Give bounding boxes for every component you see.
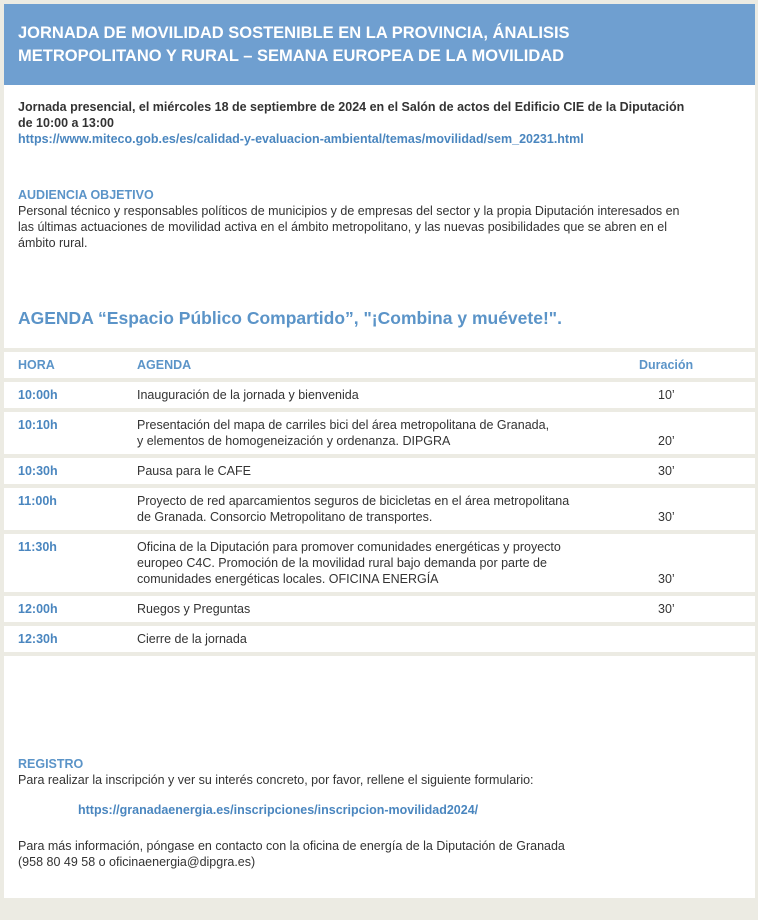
audiencia-line-2: las últimas actuaciones de movilidad activa en el ámbito metropolitano, y las nuevas posibilidades que se abren en el: [18, 220, 667, 234]
row-hora: 10:00h: [18, 388, 58, 402]
row-agenda: [137, 601, 617, 617]
header-agenda: AGENDA: [137, 358, 192, 372]
agenda-row: [4, 412, 755, 454]
row-agenda-line: de Granada. Consorcio Metropolitano de transportes.: [137, 510, 433, 524]
row-hora: 11:00h: [18, 494, 57, 508]
audiencia-line-1: Personal técnico y responsables políticos de municipios y de empresas del sector y la propia Diputación interesados en: [18, 204, 680, 218]
row-agenda: [137, 539, 617, 587]
row-agenda-line: Ruegos y Preguntas: [137, 602, 251, 616]
agenda-header-row: [4, 352, 755, 378]
row-agenda-line: Proyecto de red aparcamientos seguros de bicicletas en el área metropolitana: [137, 494, 570, 508]
agenda-row: [4, 488, 755, 530]
row-duracion: 30’: [658, 464, 675, 478]
title-line-2: METROPOLITANO Y RURAL – SEMANA EUROPEA DE LA MOVILIDAD: [18, 47, 565, 65]
row-agenda-line: y elementos de homogeneización y ordenanza. DIPGRA: [137, 434, 451, 448]
row-hora: 10:30h: [18, 464, 58, 478]
intro-panel: [4, 85, 755, 348]
row-agenda: [137, 631, 617, 647]
event-info-link[interactable]: https://www.miteco.gob.es/es/calidad-y-evaluacion-ambiental/temas/movilidad/sem_20231.html: [18, 132, 584, 146]
agenda-row: [4, 382, 755, 408]
registro-text: Para realizar la inscripción y ver su interés concreto, por favor, rellene el siguiente formulario:: [18, 773, 534, 787]
document-sheet: [4, 4, 755, 898]
contact-info-line-2: (958 80 49 58 o oficinaenergia@dipgra.es): [18, 855, 256, 869]
row-agenda-line: Pausa para le CAFE: [137, 464, 251, 478]
event-details-line-2: de 10:00 a 13:00: [18, 116, 114, 130]
agenda-row: [4, 534, 755, 592]
row-agenda-line: Presentación del mapa de carriles bici del área metropolitana de Granada,: [137, 418, 550, 432]
row-hora: 11:30h: [18, 540, 57, 554]
row-agenda-line: comunidades energéticas locales. OFICINA ENERGÍA: [137, 572, 439, 586]
audiencia-heading: AUDIENCIA OBJETIVO: [18, 188, 154, 202]
audiencia-line-3: ámbito rural.: [18, 236, 88, 250]
agenda-row: [4, 458, 755, 484]
agenda-title: AGENDA “Espacio Público Compartido”, "¡Combina y muévete!".: [18, 308, 562, 328]
row-agenda: [137, 463, 617, 479]
row-duracion: 30’: [658, 510, 675, 524]
row-hora: 10:10h: [18, 418, 58, 432]
registro-form-link[interactable]: https://granadaenergia.es/inscripciones/inscripcion-movilidad2024/: [78, 803, 479, 817]
row-agenda-line: Cierre de la jornada: [137, 632, 247, 646]
row-agenda-line: europeo C4C. Promoción de la movilidad rural bajo demanda por parte de: [137, 556, 547, 570]
title-banner: [4, 4, 755, 85]
registro-heading: REGISTRO: [18, 757, 84, 771]
row-agenda: [137, 493, 617, 525]
agenda-row: [4, 596, 755, 622]
row-duracion: 10’: [658, 388, 675, 402]
row-agenda-line: Oficina de la Diputación para promover comunidades energéticas y proyecto: [137, 540, 561, 554]
contact-info-line-1: Para más información, póngase en contacto con la oficina de energía de la Diputación de Granada: [18, 839, 565, 853]
row-duracion: 30’: [658, 602, 675, 616]
agenda-row: [4, 626, 755, 652]
event-details-line-1: Jornada presencial, el miércoles 18 de septiembre de 2024 en el Salón de actos del Edificio CIE de la Diputación: [18, 100, 685, 114]
row-duracion: 20’: [658, 434, 675, 448]
row-agenda: [137, 417, 617, 449]
row-hora: 12:30h: [18, 632, 58, 646]
header-duracion: Duración: [639, 358, 694, 372]
registro-panel: [4, 656, 755, 898]
row-agenda-line: Inauguración de la jornada y bienvenida: [137, 388, 359, 402]
row-hora: 12:00h: [18, 602, 58, 616]
row-agenda: [137, 387, 617, 403]
row-duracion: 30’: [658, 572, 675, 586]
header-hora: HORA: [18, 358, 55, 372]
title-line-1: JORNADA DE MOVILIDAD SOSTENIBLE EN LA PROVINCIA, ÁNALISIS: [18, 24, 570, 42]
